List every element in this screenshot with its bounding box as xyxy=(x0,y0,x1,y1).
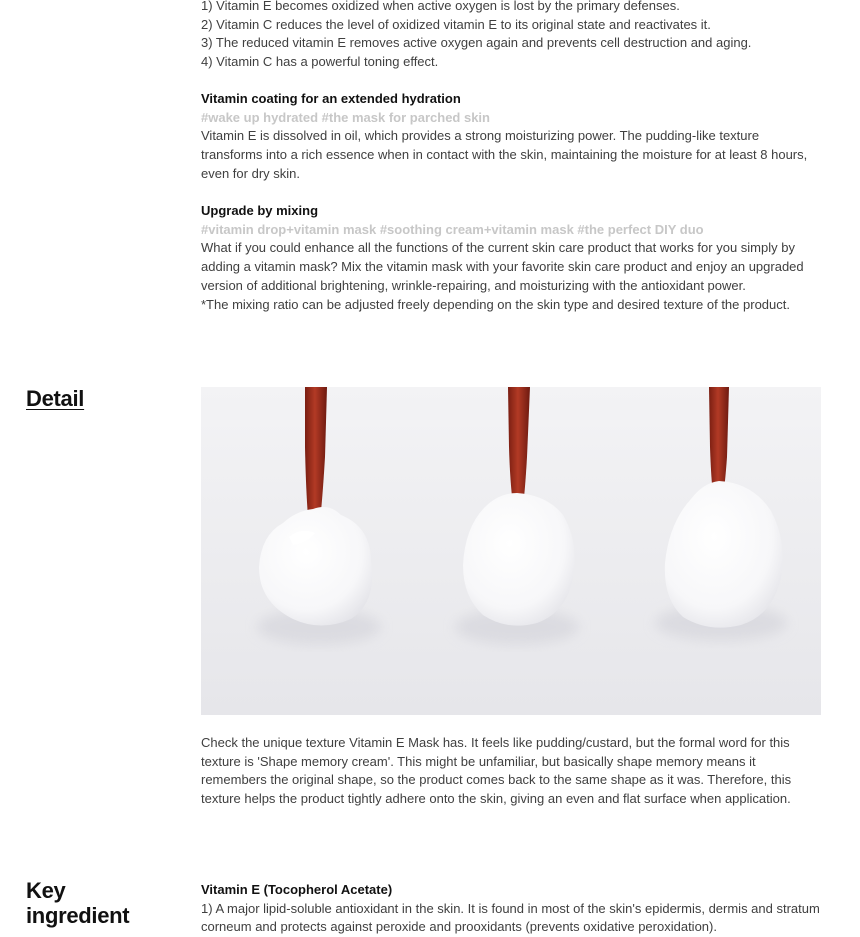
list-item: 3) The reduced vitamin E removes active oxygen again and prevents cell destruction and aging. xyxy=(201,35,752,51)
mixing-text-line: What if you could enhance all the functions of the current skin care product that works for you simply by xyxy=(201,240,795,256)
product-texture-photo xyxy=(201,387,821,715)
key-ingredient-section-title xyxy=(26,878,176,928)
spoon-right xyxy=(655,387,787,641)
list-item: 2) Vitamin C reduces the level of oxidized vitamin E to its original state and reactivates it. xyxy=(201,16,711,32)
hydration-heading: Vitamin coating for an extended hydration xyxy=(201,91,461,106)
detail-description xyxy=(201,734,826,809)
hydration-text-line: even for dry skin. xyxy=(201,165,300,181)
detail-text-line: texture helps the product tightly adhere onto the skin, giving an even and flat surface when application. xyxy=(201,791,791,807)
spoon-middle xyxy=(455,387,579,645)
detail-text-line: remembers the original shape, so the product comes back to the same shape as it was. Therefore, this xyxy=(201,772,792,788)
list-item: 4) Vitamin C has a powerful toning effect. xyxy=(201,54,439,70)
key-ingredient-description xyxy=(201,881,826,937)
mixing-text-line: version of additional brightening, wrinkle-repairing, and moisturizing with the antioxidant power. xyxy=(201,277,746,293)
mixing-tags: #vitamin drop+vitamin mask #soothing cream+vitamin mask #the perfect DIY duo xyxy=(201,221,704,237)
key-ingredient-text-line: 1) A major lipid-soluble antioxidant in the skin. It is found in most of the skin's epidermis, dermis and stratum xyxy=(201,900,820,916)
detail-text-line: texture is 'Shape memory cream'. This might be unfamiliar, but basically shape memory means it xyxy=(201,753,756,769)
key-ingredient-text-line: corneum and protects against peroxide and prooxidants (prevents oxidative peroxidation). xyxy=(201,919,717,935)
intro-list xyxy=(201,0,826,72)
key-ingredient-heading: Vitamin E (Tocopherol Acetate) xyxy=(201,882,393,897)
detail-text-line: Check the unique texture Vitamin E Mask has. It feels like pudding/custard, but the formal word for this xyxy=(201,735,790,750)
hydration-section xyxy=(201,90,826,184)
mixing-section xyxy=(201,202,826,314)
spoons-illustration xyxy=(201,387,821,715)
key-ingredient-title-line: ingredient xyxy=(26,903,130,928)
key-ingredient-title-line: Key xyxy=(26,878,66,903)
list-item: 1) Vitamin E becomes oxidized when active oxygen is lost by the primary defenses. xyxy=(201,0,680,13)
mixing-note: *The mixing ratio can be adjusted freely depending on the skin type and desired texture of the product. xyxy=(201,296,790,312)
hydration-text-line: transforms into a rich essence when in contact with the skin, maintaining the moisture for at least 8 hours, xyxy=(201,147,808,163)
hydration-tags: #wake up hydrated #the mask for parched skin xyxy=(201,109,490,125)
hydration-text-line: Vitamin E is dissolved in oil, which provides a strong moisturizing power. The pudding-like texture xyxy=(201,128,760,144)
spoon-left xyxy=(257,387,381,645)
detail-section-title: Detail xyxy=(26,386,85,411)
mixing-text-line: adding a vitamin mask? Mix the vitamin mask with your favorite skin care product and enjoy an upgraded xyxy=(201,259,804,275)
mixing-heading: Upgrade by mixing xyxy=(201,203,319,218)
